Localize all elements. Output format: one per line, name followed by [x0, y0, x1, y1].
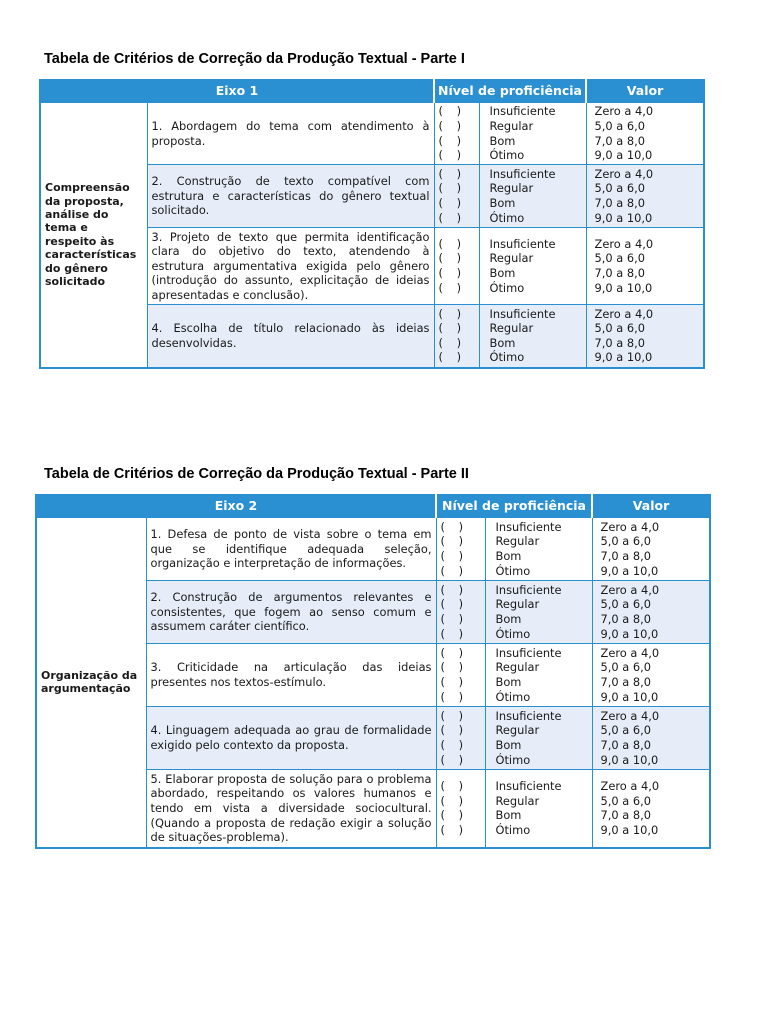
value-list [586, 165, 704, 228]
criterion-text: 2. Construção de texto compatível com estrutura e características do gênero textual solicitado. [147, 165, 434, 228]
checkbox-option[interactable]: ( ) [440, 519, 469, 534]
value-range: 9,0 a 10,0 [600, 626, 659, 641]
checkbox-group[interactable] [434, 165, 479, 228]
checkbox-option[interactable]: ( ) [438, 280, 467, 295]
level-label: Ótimo [495, 563, 531, 578]
checkbox-option[interactable]: ( ) [438, 104, 467, 119]
level-label: Regular [495, 660, 540, 675]
criterion-text: 4. Linguagem adequada ao grau de formalidade exigido pelo contexto da proposta. [146, 707, 436, 770]
level-label: Bom [495, 808, 522, 823]
level-label: Insuficiente [495, 582, 562, 597]
level-label: Regular [489, 118, 534, 133]
level-label: Insuficiente [495, 708, 562, 723]
value-range: 5,0 a 6,0 [600, 534, 651, 549]
value-list [586, 228, 704, 305]
value-range: 9,0 a 10,0 [600, 563, 659, 578]
value-range: 5,0 a 6,0 [600, 723, 651, 738]
value-range: 7,0 a 8,0 [600, 808, 651, 823]
level-label: Insuficiente [489, 166, 556, 181]
level-label: Bom [489, 196, 516, 210]
value-range: 7,0 a 8,0 [600, 738, 651, 752]
criterion-text: 5. Elaborar proposta de solução para o problema abordado, respeitando os valores humanos e tendo em vista a diversidade sociocultural. (Quando a proposta de redação exigir a solução de situações-problema). [146, 770, 436, 848]
header-value: Valor [592, 495, 710, 518]
checkbox-option[interactable]: ( ) [438, 196, 467, 210]
checkbox-option[interactable]: ( ) [440, 752, 469, 767]
value-range: Zero a 4,0 [600, 582, 660, 597]
value-range: 7,0 a 8,0 [594, 133, 645, 148]
level-label: Bom [489, 335, 516, 350]
level-label: Ótimo [495, 626, 531, 641]
value-range: 7,0 a 8,0 [600, 675, 651, 689]
value-list [592, 707, 710, 770]
value-range: 7,0 a 8,0 [600, 549, 651, 563]
table-2-title: Tabela de Critérios de Correção da Produção Textual - Parte II [44, 466, 469, 482]
level-label: Insuficiente [489, 306, 556, 321]
checkbox-option[interactable]: ( ) [440, 597, 469, 612]
level-label: Regular [495, 723, 540, 738]
level-label: Regular [495, 793, 540, 808]
checkbox-option[interactable]: ( ) [440, 822, 469, 837]
axis-label: Compreensão da proposta, análise do tema e respeito às características do gênero solicitado [40, 103, 147, 368]
value-range: 9,0 a 10,0 [600, 752, 659, 767]
checkbox-group[interactable] [436, 770, 485, 848]
level-list [485, 770, 592, 848]
level-list [485, 518, 592, 581]
checkbox-option[interactable]: ( ) [440, 689, 469, 704]
level-label: Ótimo [489, 148, 525, 163]
checkbox-option[interactable]: ( ) [438, 181, 467, 196]
checkbox-option[interactable]: ( ) [438, 148, 467, 163]
value-range: 7,0 a 8,0 [594, 335, 645, 350]
level-label: Bom [489, 133, 516, 148]
criteria-table-part-2 [35, 494, 711, 849]
level-label: Insuficiente [489, 104, 556, 119]
value-range: 5,0 a 6,0 [594, 118, 645, 133]
table-1-title: Tabela de Critérios de Correção da Produção Textual - Parte I [44, 51, 465, 67]
checkbox-option[interactable]: ( ) [438, 335, 467, 350]
checkbox-option[interactable]: ( ) [440, 582, 469, 597]
checkbox-option[interactable]: ( ) [440, 534, 469, 549]
value-range: 9,0 a 10,0 [594, 148, 653, 163]
level-list [485, 644, 592, 707]
axis-label: Organização da argumentação [36, 518, 146, 848]
level-list [479, 228, 586, 305]
checkbox-group[interactable] [434, 103, 479, 165]
value-range: Zero a 4,0 [600, 708, 660, 723]
checkbox-option[interactable]: ( ) [438, 321, 467, 336]
table-header-row [36, 495, 710, 518]
level-label: Insuficiente [495, 779, 562, 794]
checkbox-option[interactable]: ( ) [440, 675, 469, 689]
criterion-text: 3. Criticidade na articulação das ideias presentes nos textos-estímulo. [146, 644, 436, 707]
checkbox-option[interactable]: ( ) [440, 660, 469, 675]
header-axis: Eixo 2 [36, 495, 436, 518]
header-axis: Eixo 1 [40, 80, 434, 103]
checkbox-option[interactable]: ( ) [438, 236, 467, 251]
checkbox-option[interactable]: ( ) [438, 306, 467, 321]
value-range: 9,0 a 10,0 [600, 689, 659, 704]
level-label: Regular [495, 534, 540, 549]
value-list [592, 518, 710, 581]
value-range: Zero a 4,0 [600, 645, 660, 660]
value-range: 5,0 a 6,0 [594, 321, 645, 336]
checkbox-group[interactable] [436, 644, 485, 707]
level-label: Ótimo [495, 822, 531, 837]
level-list [479, 165, 586, 228]
value-range: Zero a 4,0 [600, 519, 660, 534]
value-range: 5,0 a 6,0 [600, 660, 651, 675]
value-range: Zero a 4,0 [594, 166, 654, 181]
value-range: Zero a 4,0 [600, 779, 660, 794]
checkbox-group[interactable] [436, 518, 485, 581]
level-list [479, 103, 586, 165]
value-range: 7,0 a 8,0 [594, 196, 645, 210]
checkbox-option[interactable]: ( ) [438, 210, 467, 225]
checkbox-option[interactable]: ( ) [440, 612, 469, 626]
criterion-text: 1. Abordagem do tema com atendimento à proposta. [147, 103, 434, 165]
checkbox-option[interactable]: ( ) [440, 645, 469, 660]
level-label: Insuficiente [489, 236, 556, 251]
criterion-text: 2. Construção de argumentos relevantes e consistentes, que fogem ao senso comum e assumem caráter científico. [146, 581, 436, 644]
value-list [592, 770, 710, 848]
level-label: Bom [489, 266, 516, 280]
value-range: 5,0 a 6,0 [594, 251, 645, 266]
checkbox-option[interactable]: ( ) [438, 266, 467, 280]
checkbox-group[interactable] [436, 581, 485, 644]
level-label: Bom [495, 675, 522, 689]
checkbox-group[interactable] [436, 707, 485, 770]
level-label: Regular [489, 321, 534, 336]
value-list [592, 581, 710, 644]
value-range: 9,0 a 10,0 [594, 280, 653, 295]
level-label: Regular [495, 597, 540, 612]
checkbox-option[interactable]: ( ) [440, 723, 469, 738]
checkbox-option[interactable]: ( ) [438, 350, 467, 365]
criterion-text: 1. Defesa de ponto de vista sobre o tema em que se identifique adequada seleção, organização e interpretação de informações. [146, 518, 436, 581]
value-range: Zero a 4,0 [594, 236, 654, 251]
level-label: Ótimo [489, 350, 525, 365]
level-label: Ótimo [495, 689, 531, 704]
value-range: 9,0 a 10,0 [600, 822, 659, 837]
level-list [485, 581, 592, 644]
checkbox-option[interactable]: ( ) [440, 626, 469, 641]
checkbox-option[interactable]: ( ) [440, 563, 469, 578]
checkbox-option[interactable]: ( ) [440, 708, 469, 723]
checkbox-option[interactable]: ( ) [438, 166, 467, 181]
level-label: Insuficiente [495, 645, 562, 660]
checkbox-option[interactable]: ( ) [438, 118, 467, 133]
checkbox-option[interactable]: ( ) [438, 133, 467, 148]
value-range: 9,0 a 10,0 [594, 350, 653, 365]
value-range: 7,0 a 8,0 [600, 612, 651, 626]
value-range: 5,0 a 6,0 [600, 597, 651, 612]
checkbox-option[interactable]: ( ) [440, 738, 469, 752]
value-range: 5,0 a 6,0 [600, 793, 651, 808]
checkbox-option[interactable]: ( ) [440, 793, 469, 808]
table-header-row [40, 80, 704, 103]
checkbox-option[interactable]: ( ) [440, 808, 469, 823]
checkbox-group[interactable] [434, 305, 479, 368]
value-range: Zero a 4,0 [594, 306, 654, 321]
table-row [40, 103, 704, 165]
header-level: Nível de proficiência [434, 80, 586, 103]
criterion-text: 4. Escolha de título relacionado às ideias desenvolvidas. [147, 305, 434, 368]
level-label: Bom [495, 549, 522, 563]
level-list [485, 707, 592, 770]
value-list [586, 103, 704, 165]
level-label: Ótimo [495, 752, 531, 767]
table-row [36, 518, 710, 581]
value-list [592, 644, 710, 707]
checkbox-option[interactable]: ( ) [438, 251, 467, 266]
level-list [479, 305, 586, 368]
value-list [586, 305, 704, 368]
level-label: Ótimo [489, 210, 525, 225]
criterion-text: 3. Projeto de texto que permita identificação clara do objetivo do texto, atendendo à estrutura argumentativa exigida pelo gênero (introdução do assunto, explicitação de ideias apresentadas e conclusão). [147, 228, 434, 305]
criteria-table-part-1 [39, 79, 705, 369]
level-label: Bom [495, 738, 522, 752]
value-range: 5,0 a 6,0 [594, 181, 645, 196]
level-label: Regular [489, 181, 534, 196]
level-label: Ótimo [489, 280, 525, 295]
checkbox-option[interactable]: ( ) [440, 549, 469, 563]
level-label: Bom [495, 612, 522, 626]
level-label: Regular [489, 251, 534, 266]
checkbox-group[interactable] [434, 228, 479, 305]
value-range: 7,0 a 8,0 [594, 266, 645, 280]
checkbox-option[interactable]: ( ) [440, 779, 469, 794]
value-range: Zero a 4,0 [594, 104, 654, 119]
level-label: Insuficiente [495, 519, 562, 534]
header-level: Nível de proficiência [436, 495, 592, 518]
value-range: 9,0 a 10,0 [594, 210, 653, 225]
header-value: Valor [586, 80, 704, 103]
